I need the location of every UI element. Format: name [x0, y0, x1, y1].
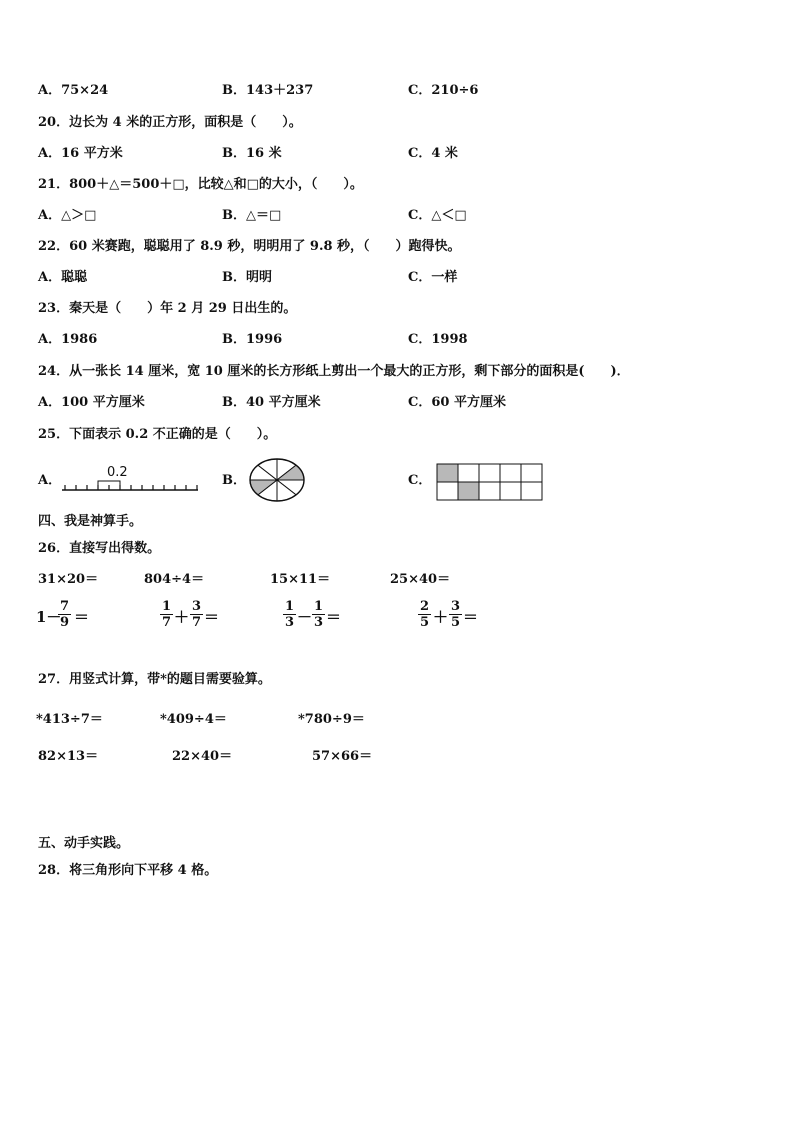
frac2-equals: ＝: [204, 608, 220, 626]
section-five-title: 五、动手实践。: [38, 836, 130, 851]
q22-stem: 22．60 米赛跑，聪聪用了 8.9 秒，明明用了 9.8 秒，（ ）跑得快。: [38, 239, 461, 254]
q23-option-c: C．1998: [408, 332, 468, 347]
q24-option-b: B．40 平方厘米: [222, 395, 321, 410]
q24-option-a: A．100 平方厘米: [38, 395, 145, 410]
q20-option-c: C．4 米: [408, 146, 458, 161]
section-four-title: 四、我是神算手。: [38, 514, 143, 529]
grid-cell: [437, 464, 458, 482]
frac2-numerator-a: 1: [162, 599, 172, 614]
q27-expr-1: *413÷7＝: [36, 712, 103, 727]
frac3-denominator-b: 3: [314, 615, 324, 630]
q19-option-c: C．210÷6: [408, 83, 479, 98]
q19-option-b: B．143＋237: [222, 83, 314, 98]
q19-option-a: A．75×24: [38, 83, 109, 98]
q22-option-a: A．聪聪: [38, 270, 88, 285]
q27-expr-5: 22×40＝: [172, 749, 233, 764]
grid-cell: [521, 464, 542, 482]
q21-option-a: A．△＞□: [38, 208, 97, 223]
frac3-denominator-a: 3: [285, 615, 295, 630]
q24-option-c: C．60 平方厘米: [408, 395, 506, 410]
q25-option-a: A．: [38, 473, 62, 488]
q21-option-b: B．△＝□: [222, 208, 282, 223]
grid-cell: [500, 482, 521, 500]
grid-cell: [458, 482, 479, 500]
frac2-denominator-b: 7: [192, 615, 202, 630]
q22-option-b: B．明明: [222, 270, 272, 285]
frac2-numerator-b: 3: [192, 599, 202, 614]
number-line: [62, 478, 202, 498]
q20-option-b: B．16 米: [222, 146, 282, 161]
q27-stem: 27．用竖式计算，带*的题目需要验算。: [38, 672, 271, 687]
q22-option-c: C．一样: [408, 270, 458, 285]
q26-stem: 26．直接写出得数。: [38, 541, 161, 556]
frac1-denominator: 9: [60, 615, 70, 630]
frac3-numerator-a: 1: [285, 599, 295, 614]
fraction-grid: [436, 463, 544, 501]
q27-expr-6: 57×66＝: [312, 749, 373, 764]
q26-expr-1: 31×20＝: [38, 572, 99, 587]
frac4-operator: ＋: [433, 608, 449, 626]
frac1-numerator: 7: [60, 599, 70, 614]
frac1-lead: 1－: [36, 608, 62, 626]
fraction-circle: [247, 456, 307, 504]
grid-cell: [437, 482, 458, 500]
q26-expr-2: 804÷4＝: [144, 572, 205, 587]
frac3-fraction-a: [283, 599, 296, 630]
frac4-denominator-b: 5: [451, 615, 461, 630]
q21-stem: 21．800＋△＝500＋□，比较△和□的大小，（ ）。: [38, 177, 363, 192]
q28-stem: 28．将三角形向下平移 4 格。: [38, 863, 218, 878]
frac3-equals: ＝: [326, 608, 342, 626]
frac3-numerator-b: 1: [314, 599, 324, 614]
frac2-fraction-a: [160, 599, 173, 630]
q23-stem: 23．秦天是（ ）年 2 月 29 日出生的。: [38, 301, 297, 316]
q27-expr-3: *780÷9＝: [298, 712, 365, 727]
q27-expr-4: 82×13＝: [38, 749, 99, 764]
q20-option-a: A．16 平方米: [38, 146, 123, 161]
q23-option-b: B．1996: [222, 332, 283, 347]
frac4-numerator-a: 2: [420, 599, 430, 614]
grid-cell: [521, 482, 542, 500]
frac2-operator: ＋: [174, 608, 190, 626]
frac4-fraction-b: [449, 599, 462, 630]
q23-option-a: A．1986: [38, 332, 98, 347]
q20-stem: 20．边长为 4 米的正方形，面积是（ ）。: [38, 115, 302, 130]
q27-expr-2: *409÷4＝: [160, 712, 227, 727]
q25-stem: 25．下面表示 0.2 不正确的是（ ）。: [38, 427, 277, 442]
frac1-fraction: [58, 599, 71, 630]
frac2-fraction-b: [190, 599, 203, 630]
grid-cell: [458, 464, 479, 482]
frac1-equals: ＝: [74, 608, 90, 626]
grid-cell: [479, 482, 500, 500]
number-line-brace: [98, 481, 120, 485]
frac4-numerator-b: 3: [451, 599, 461, 614]
frac3-operator: －: [297, 608, 313, 626]
number-line-label: 0.2: [107, 465, 128, 480]
frac4-equals: ＝: [463, 608, 479, 626]
q24-stem: 24．从一张长 14 厘米，宽 10 厘米的长方形纸上剪出一个最大的正方形，剩下部分的面积是( )．: [38, 364, 630, 379]
frac4-denominator-a: 5: [420, 615, 430, 630]
frac4-fraction-a: [418, 599, 431, 630]
q21-option-c: C．△＜□: [408, 208, 467, 223]
frac2-denominator-a: 7: [162, 615, 172, 630]
grid-cell: [479, 464, 500, 482]
q26-expr-3: 15×11＝: [270, 572, 331, 587]
q25-option-b: B．: [222, 473, 246, 488]
grid-cell: [500, 464, 521, 482]
q26-expr-4: 25×40＝: [390, 572, 451, 587]
q25-option-c: C．: [408, 473, 432, 488]
frac3-fraction-b: [312, 599, 325, 630]
